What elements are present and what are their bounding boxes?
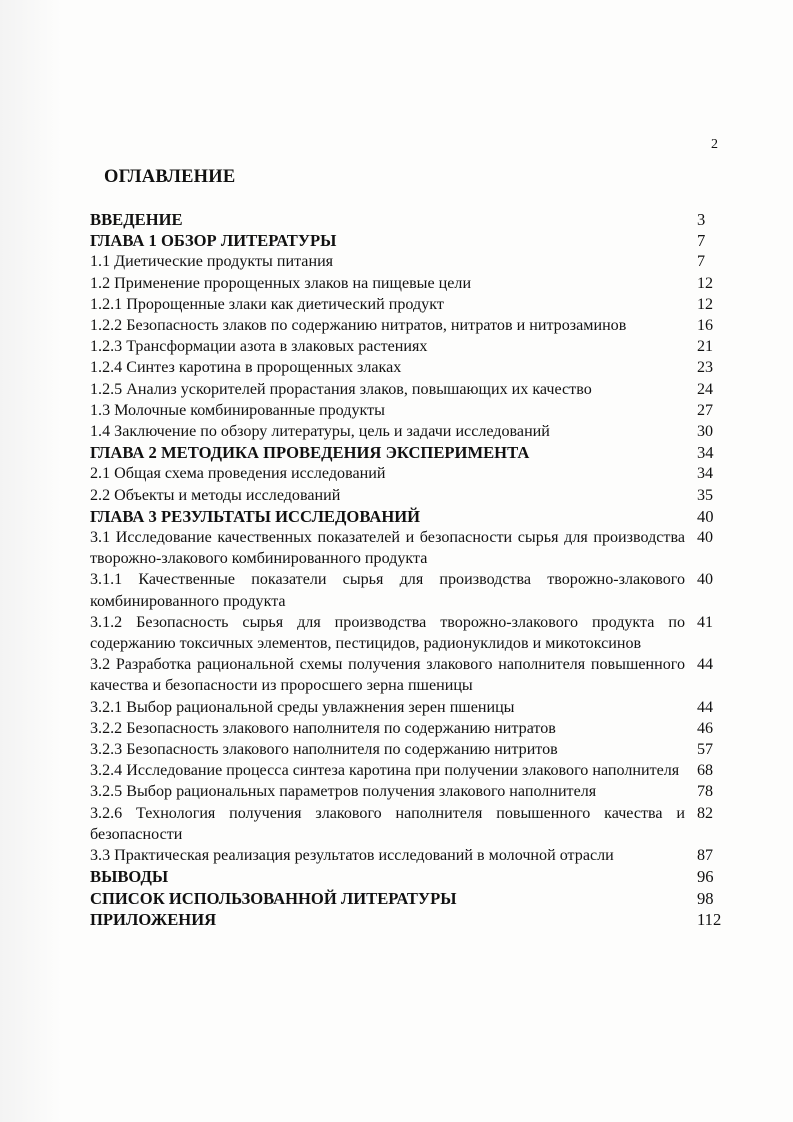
toc-entry-introduction bbox=[90, 209, 730, 230]
toc-entry-text: 3.1 Исследование качественных показателей и безопасности сырья для производства творожно-злакового комбинированного продукта bbox=[90, 529, 685, 568]
toc-entry-page: 3 bbox=[697, 210, 706, 229]
toc-entry-text: 1.2.1 Пророщенные злаки как диетический продукт bbox=[90, 295, 444, 313]
toc-entry-text: ГЛАВА 1 ОБЗОР ЛИТЕРАТУРЫ bbox=[90, 231, 337, 251]
toc-entry bbox=[90, 739, 730, 760]
table-of-contents bbox=[90, 209, 730, 930]
toc-entry-page: 112 bbox=[697, 909, 722, 929]
toc-entry-page: 12 bbox=[697, 295, 714, 313]
toc-entry-page: 23 bbox=[697, 359, 714, 377]
toc-entry-text: 3.1.2 Безопасность сырья для производства творожно-злакового продукта по содержанию токсичных элементов, пестицидов, радионуклидов и микотоксинов bbox=[90, 613, 685, 653]
toc-entry-appendices bbox=[90, 909, 730, 930]
toc-entry-page: 87 bbox=[697, 847, 714, 865]
toc-entry-text: 3.2.2 Безопасность злакового наполнителя по содержанию нитратов bbox=[90, 719, 556, 737]
toc-title: ОГЛАВЛЕНИЕ bbox=[104, 167, 236, 187]
toc-entry-text: 2.1 Общая схема проведения исследований bbox=[90, 465, 386, 483]
toc-entry bbox=[90, 357, 730, 378]
toc-entry-text: 3.2 Разработка рациональной схемы получения злакового наполнителя повышенного качества и безопасности из проросшего зерна пшеницы bbox=[90, 656, 685, 695]
toc-entry-text: 3.1.1 Качественные показатели сырья для производства творожно-злакового комбинированного продукта bbox=[90, 571, 685, 610]
toc-entry-page: 96 bbox=[697, 867, 714, 887]
toc-entry bbox=[90, 421, 730, 442]
toc-entry-page: 7 bbox=[697, 231, 706, 251]
toc-entry-text: 3.2.6 Технология получения злакового наполнителя повышенного качества и безопасности bbox=[90, 804, 685, 843]
toc-entry-text: 1.4 Заключение по обзору литературы, цель и задачи исследований bbox=[90, 423, 550, 441]
toc-entry-page: 82 bbox=[697, 804, 714, 822]
toc-entry-page: 41 bbox=[697, 613, 714, 631]
toc-entry bbox=[90, 463, 730, 484]
toc-entry-page: 34 bbox=[697, 443, 714, 463]
toc-entry-page: 24 bbox=[697, 380, 714, 398]
toc-entry-text: 1.2.5 Анализ ускорителей прорастания злаков, повышающих их качество bbox=[90, 380, 592, 398]
toc-entry-chapter-3 bbox=[90, 506, 730, 527]
toc-entry-page: 27 bbox=[697, 401, 714, 419]
toc-entry-text: 1.2.4 Синтез каротина в пророщенных злаках bbox=[90, 359, 402, 377]
toc-entry-text: ГЛАВА 2 МЕТОДИКА ПРОВЕДЕНИЯ ЭКСПЕРИМЕНТА bbox=[90, 443, 530, 463]
toc-entry-text: ВВЕДЕНИЕ bbox=[90, 210, 183, 229]
toc-entry-text: ПРИЛОЖЕНИЯ bbox=[90, 909, 217, 929]
toc-entry-page: 30 bbox=[697, 423, 714, 441]
toc-entry bbox=[90, 760, 730, 781]
toc-entry-page: 44 bbox=[697, 656, 714, 674]
toc-entry-chapter-1 bbox=[90, 230, 730, 251]
toc-entry bbox=[90, 612, 730, 654]
toc-entry bbox=[90, 379, 730, 400]
toc-entry-text: 3.2.3 Безопасность злакового наполнителя по содержанию нитритов bbox=[90, 741, 558, 759]
toc-entry-text: 3.2.5 Выбор рациональных параметров получения злакового наполнителя bbox=[90, 783, 597, 801]
toc-entry bbox=[90, 527, 730, 569]
toc-entry-text: 3.2.1 Выбор рациональной среды увлажнения зерен пшеницы bbox=[90, 698, 515, 716]
toc-entry-text: 2.2 Объекты и методы исследований bbox=[90, 486, 341, 504]
toc-entry-text: ВЫВОДЫ bbox=[90, 867, 169, 887]
scan-shadow bbox=[0, 0, 62, 1122]
toc-entry bbox=[90, 781, 730, 802]
toc-entry-page: 57 bbox=[697, 741, 714, 759]
toc-entry-references bbox=[90, 888, 730, 909]
toc-entry-page: 7 bbox=[697, 253, 706, 271]
toc-entry bbox=[90, 315, 730, 336]
toc-entry bbox=[90, 294, 730, 315]
toc-entry-text: 3.2.4 Исследование процесса синтеза каротина при получении злакового наполнителя bbox=[90, 762, 680, 780]
toc-entry bbox=[90, 718, 730, 739]
toc-entry-page: 16 bbox=[697, 317, 714, 335]
toc-entry-page: 34 bbox=[697, 465, 714, 483]
toc-entry-text: 1.3 Молочные комбинированные продукты bbox=[90, 401, 385, 419]
toc-entry bbox=[90, 485, 730, 506]
toc-entry-page: 78 bbox=[697, 783, 714, 801]
toc-entry-text: СПИСОК ИСПОЛЬЗОВАННОЙ ЛИТЕРАТУРЫ bbox=[90, 888, 457, 908]
toc-entry-page: 98 bbox=[697, 888, 714, 908]
toc-entry bbox=[90, 803, 730, 845]
toc-entry-chapter-2 bbox=[90, 442, 730, 463]
toc-entry bbox=[90, 569, 730, 611]
toc-entry-text: 1.2.3 Трансформации азота в злаковых растениях bbox=[90, 338, 428, 356]
toc-entry-text: 3.3 Практическая реализация результатов исследований в молочной отрасли bbox=[90, 847, 614, 865]
toc-entry-page: 35 bbox=[697, 486, 714, 504]
toc-entry-page: 40 bbox=[697, 571, 714, 589]
toc-entry bbox=[90, 400, 730, 421]
toc-entry bbox=[90, 654, 730, 696]
toc-entry bbox=[90, 697, 730, 718]
toc-entry-text: 1.2 Применение пророщенных злаков на пищевые цели bbox=[90, 274, 472, 292]
toc-entry bbox=[90, 336, 730, 357]
toc-entry-conclusions bbox=[90, 866, 730, 887]
toc-entry-page: 40 bbox=[697, 506, 714, 526]
page-number: 2 bbox=[711, 137, 718, 152]
toc-entry-page: 46 bbox=[697, 719, 714, 737]
toc-entry-page: 44 bbox=[697, 698, 714, 716]
toc-entry bbox=[90, 251, 730, 272]
toc-entry-page: 12 bbox=[697, 274, 714, 292]
toc-entry bbox=[90, 845, 730, 866]
toc-entry bbox=[90, 273, 730, 294]
toc-entry-text: 1.1 Диетические продукты питания bbox=[90, 253, 334, 271]
toc-entry-page: 21 bbox=[697, 338, 714, 356]
toc-entry-page: 68 bbox=[697, 762, 714, 780]
toc-entry-text: 1.2.2 Безопасность злаков по содержанию нитратов, нитратов и нитрозаминов bbox=[90, 317, 627, 335]
toc-entry-text: ГЛАВА 3 РЕЗУЛЬТАТЫ ИССЛЕДОВАНИЙ bbox=[90, 506, 421, 526]
toc-entry-page: 40 bbox=[697, 529, 714, 547]
